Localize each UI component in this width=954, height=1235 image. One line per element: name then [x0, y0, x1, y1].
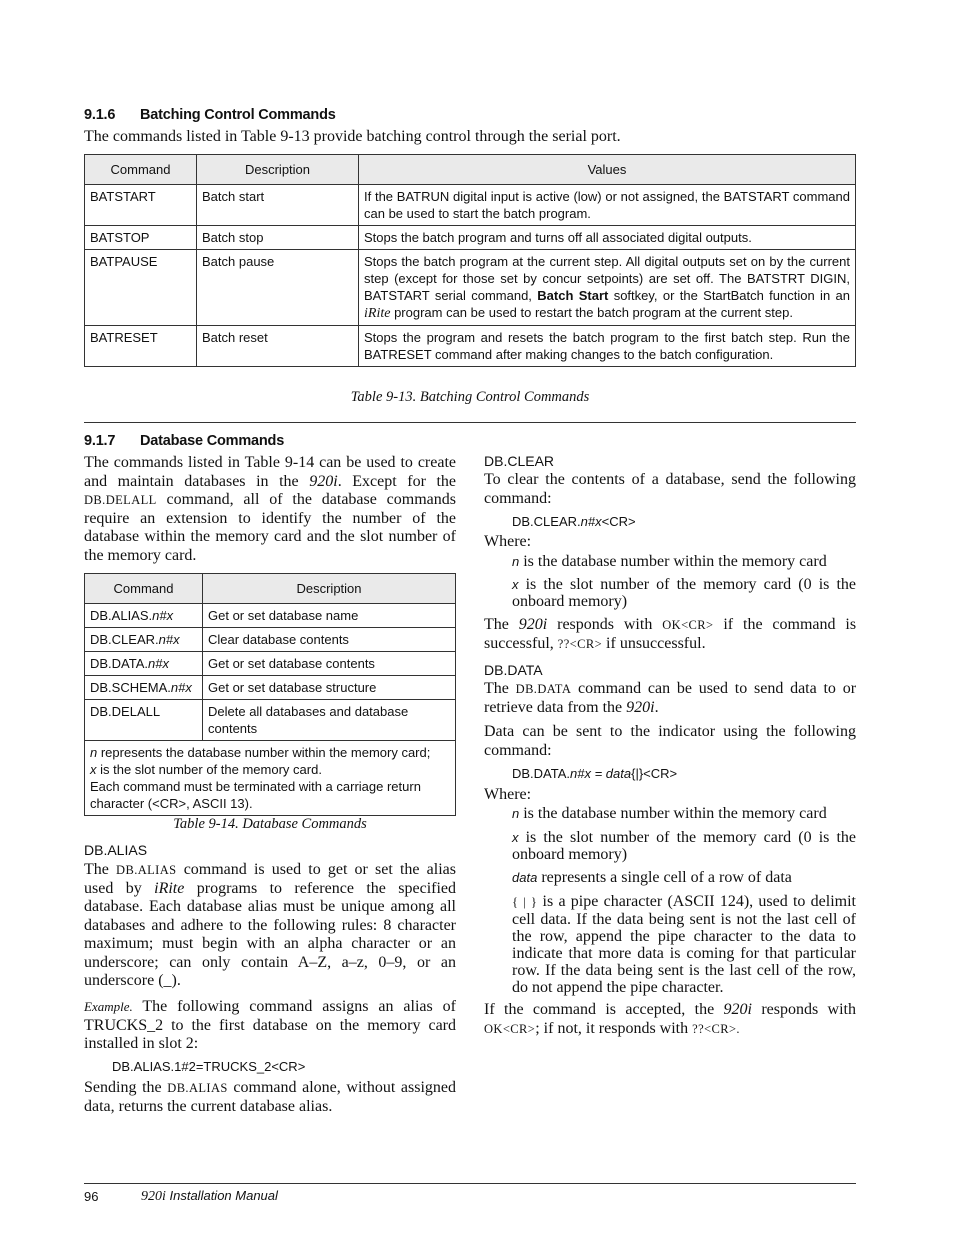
- cell-command: BATRESET: [85, 326, 197, 367]
- cell-command: DB.DELALL: [85, 700, 203, 741]
- command-example: DB.ALIAS.1#2=TRUCKS_2<CR>: [112, 1059, 306, 1074]
- dbdata-accepted: If the command is accepted, the 920i responds with OK<CR>; if not, it responds with ??<CR>.: [484, 1001, 856, 1037]
- dbclear-response: The 920i responds with OK<CR> if the command is successful, ??<CR> if unsuccessful.: [484, 616, 857, 652]
- subsection-heading: DB.CLEAR: [484, 453, 555, 469]
- table-row: [85, 604, 456, 628]
- table-note-row: [85, 741, 456, 816]
- table-row: [85, 185, 856, 226]
- where-item: x is the slot number of the memory card (0 is the onboard memory): [512, 829, 856, 863]
- where-item: x is the slot number of the memory card (0 is the onboard memory): [512, 576, 856, 610]
- where-label: Where:: [484, 786, 532, 803]
- column-header: Values: [359, 155, 856, 185]
- subsection-heading: DB.DATA: [484, 662, 543, 678]
- cell-description: Get or set database structure: [203, 676, 456, 700]
- section-intro: The commands listed in Table 9-13 provide batching control through the serial port.: [84, 128, 621, 145]
- cell-description: Batch stop: [197, 226, 359, 250]
- subsection-heading: DB.ALIAS: [84, 842, 148, 858]
- table-row: [85, 652, 456, 676]
- cell-description: Get or set database contents: [203, 652, 456, 676]
- where-item: n is the database number within the memory card: [512, 805, 827, 822]
- command-name: DB.DELALL: [84, 493, 157, 507]
- where-label: Where:: [484, 533, 532, 550]
- cell-command: DB.CLEAR.n#x: [85, 628, 203, 652]
- softkey-name: Batch Start: [537, 288, 609, 303]
- column-header: Command: [85, 155, 197, 185]
- dbdata-paragraph: The DB.DATA command can be used to send data to or retrieve data from the 920i.: [484, 680, 857, 716]
- column-header: Command: [85, 574, 203, 604]
- cell-description: Delete all databases and database contents: [203, 700, 456, 741]
- dbalias-paragraph-2: Sending the DB.ALIAS command alone, without assigned data, returns the current database alias.: [84, 1079, 457, 1115]
- cell-values: Stops the batch program at the current step. All digital outputs set on by the current step (except for those set by concur setpoints) are set off. The BATSTRT DIGIN, BATSTART serial command, Batch Start softkey, or the StartBatch function in an iRite program can be used to restart the batch program at the current step.: [359, 250, 856, 326]
- cell-description: Batch start: [197, 185, 359, 226]
- cell-values: If the BATRUN digital input is active (low) or not assigned, the BATSTART command can be used to start the batch program.: [359, 185, 856, 226]
- table-note: n represents the database number within the memory card; x is the slot number of the memory card. Each command must be terminated with a carriage return character (<CR>, ASCII 13).: [85, 741, 456, 816]
- column-header: Description: [197, 155, 359, 185]
- cell-command: BATSTART: [85, 185, 197, 226]
- cell-command: BATPAUSE: [85, 250, 197, 326]
- dbalias-paragraph: The DB.ALIAS command is used to get or set the alias used by iRite programs to reference the specified database. Each database alias must be unique among all databases and adhere to the following rules: 8 character maximum; must begin with an alpha character or an underscore; can only contain A–Z, a–z, 0–9, or an underscore (_).: [84, 861, 457, 989]
- dbalias-example: Example. The following command assigns an alias of TRUCKS_2 to the first database on the memory card installed in slot 2:: [84, 998, 456, 1052]
- where-item: data represents a single cell of a row of data: [512, 869, 792, 886]
- command-example: DB.CLEAR.n#x<CR>: [512, 514, 636, 529]
- section-number: 9.1.6: [84, 107, 116, 123]
- cell-command: DB.ALIAS.n#x: [85, 604, 203, 628]
- cell-values: Stops the program and resets the batch program to the first batch step. Run the BATRESET command after making changes to the batch configuration.: [359, 326, 856, 367]
- cell-command: DB.DATA.n#x: [85, 652, 203, 676]
- command-example: DB.DATA.n#x = data{|}<CR>: [512, 766, 678, 781]
- table-row: [85, 226, 856, 250]
- section-heading-916: [84, 107, 336, 123]
- table-row: [85, 700, 456, 741]
- irite-name: iRite: [364, 306, 391, 321]
- page-number: 96: [84, 1189, 99, 1204]
- section-title: Database Commands: [140, 433, 285, 449]
- database-intro: The commands listed in Table 9-14 can be used to create and maintain databases in the 920i. Except for the DB.DELALL command, all of the database commands require an extension to identify the number of the database within the memory card and the slot number of the memory card.: [84, 454, 457, 564]
- table-row: [85, 628, 456, 652]
- cell-description: Batch pause: [197, 250, 359, 326]
- model-name: 920i: [309, 472, 338, 490]
- section-title: Batching Control Commands: [140, 107, 336, 123]
- example-label: Example.: [84, 999, 133, 1014]
- cell-description: Get or set database name: [203, 604, 456, 628]
- where-item: { | } is a pipe character (ASCII 124), used to delimit cell data. If the data being sent is not the last cell of the row, append the pipe character to the data to indicate that more data is coming for that particular row. If the data being sent is the last cell of the row, do not append the pipe character.: [512, 893, 856, 996]
- table-row: [85, 250, 856, 326]
- table-caption: Table 9-14. Database Commands: [173, 816, 367, 832]
- section-heading-917: [84, 433, 284, 449]
- cell-description: Clear database contents: [203, 628, 456, 652]
- footer-title: 920i Installation Manual: [141, 1188, 278, 1204]
- cell-values: Stops the batch program and turns off all associated digital outputs.: [359, 226, 856, 250]
- footer-rule: [84, 1183, 856, 1184]
- cell-description: Batch reset: [197, 326, 359, 367]
- dbclear-paragraph: To clear the contents of a database, send the following command:: [484, 471, 856, 507]
- table-row: [85, 326, 856, 367]
- section-number: 9.1.7: [84, 433, 116, 449]
- table-row: [85, 676, 456, 700]
- table-9-14: [84, 573, 456, 816]
- cell-command: BATSTOP: [85, 226, 197, 250]
- dbdata-paragraph-2: Data can be sent to the indicator using the following command:: [484, 723, 856, 759]
- cell-command: DB.SCHEMA.n#x: [85, 676, 203, 700]
- divider: [84, 422, 856, 423]
- where-item: n is the database number within the memory card: [512, 553, 827, 570]
- column-header: Description: [203, 574, 456, 604]
- table-9-13: [84, 154, 856, 367]
- table-caption: Table 9-13. Batching Control Commands: [350, 389, 590, 405]
